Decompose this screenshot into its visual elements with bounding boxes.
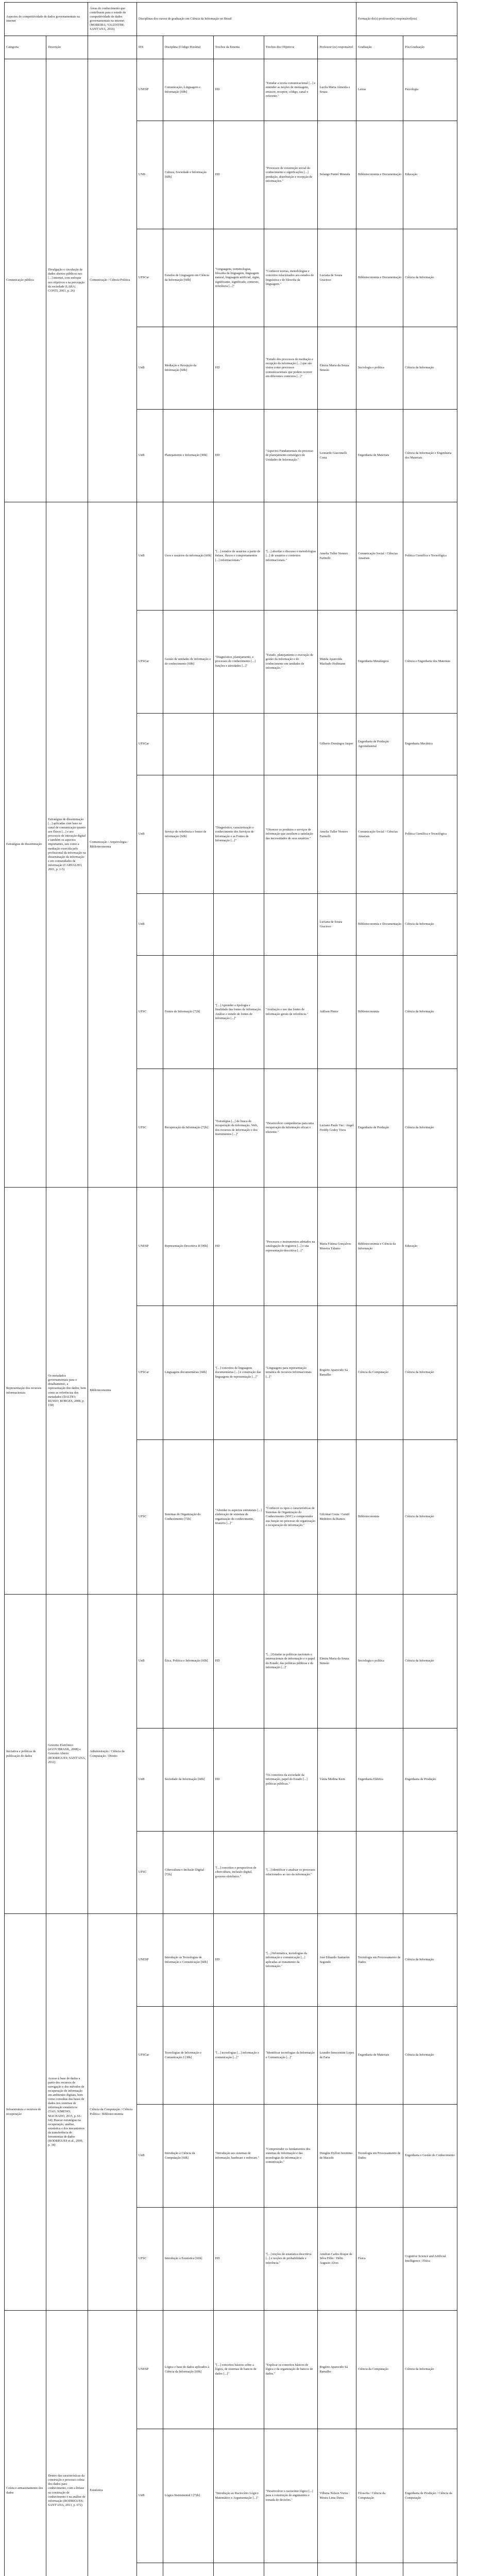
professor-cell: Solange Puntel Mostafa [318,121,356,229]
header-ies: IES [137,36,163,59]
area-cell: Estatística [88,2311,137,2576]
graduation-cell: Biblioteconomia e Documentação [356,121,403,229]
ies-cell: UFSC [137,2208,163,2311]
professor-cell [318,2563,356,2576]
graduation-cell: Biblioteconomia e Documentação [356,229,403,327]
area-cell: Comunicação / Arquivologia / Biblioteconomia [88,502,137,1188]
header-postgrad: Pós-Graduação [403,36,457,59]
professor-cell: Vânia Medina Kern [318,1728,356,1832]
postgrad-cell: Ciência da Informação [403,2007,457,2105]
objectives-cell [264,714,318,775]
postgrad-cell: Ciência da Informação [403,956,457,1069]
ementa-cell: "Diagnóstico, planejamento, e processos do conhecimento [...] funções e atividades [...]" [213,611,264,714]
discipline-cell: Cibercultura e Inclusão Digital [72h] [163,1832,213,1914]
ies-cell: UFSCar [137,611,163,714]
objectives-cell: "[...] abordar o discurso e metodologias [...] de usuários e contextos informacionais." [264,502,318,611]
graduation-cell [356,1832,403,1914]
postgrad-cell: Ciência da Informação [403,229,457,327]
ies-cell [137,2563,163,2576]
ies-cell: UFSCar [137,714,163,775]
description-cell: Dentro das características da construção e processo coleta dos dados para conhecimento, com a ênfase na construção de conhecimento e na análise de informação (RODRIGUES; SANT'ANA, 2013, p. 672) [46,2311,88,2576]
objectives-cell: "Processos e instrumentos adotados na catalogação de registros [...] e sua representação descritiva [...]" [264,1188,318,1306]
objectives-cell: "Processos de construção social do conhecimento e significações [...] produção, distribuição e recepção de informações." [264,121,318,229]
professor-cell: Adilson Pintor [318,956,356,1069]
discipline-cell: Comunicação, Linguagem e Informação [60h] [163,59,213,121]
description-cell: Os metadados governamentais para o detalhamento, a representação dos dados, bem como as referências dos metadados (DALTIO; RUSSO; BORGES, 2008, p. 158) [46,1188,88,1595]
category-cell: Comunicação pública [5,59,46,502]
table-row [5,2311,457,2429]
postgrad-cell: Educação [403,1188,457,1306]
objectives-cell: "[...] Informática, tecnologias da informação e comunicação [...] aplicadas ao tratamento da informação." [264,1914,318,2007]
header-aspects: Aspectos de competitividade de dados governamentais na internet [5,3,88,36]
ies-cell: UNESP [137,2311,163,2429]
graduation-cell: Engenharia de Materiais [356,410,403,502]
discipline-cell: Introdução às Tecnologias de Informação e Comunicação [60h] [163,1914,213,2007]
objectives-cell: "Os conceitos da sociedade da informação, papel do Estado [...] políticas públicas." [264,1728,318,1832]
postgrad-cell: Ciência da Informação [403,1914,457,2007]
discipline-cell [163,2563,213,2576]
category-cell: Representação dos recursos informacionais [5,1188,46,1595]
postgrad-cell: Psicologia [403,59,457,121]
professor-cell: José Eduardo Santarém Segundo [318,1914,356,2007]
professor-cell: Douglas Dyllon Jeronimo de Macedo [318,2105,356,2208]
graduation-cell: Filosofia / Ciência da Computação [356,2429,403,2563]
discipline-cell: Sociedade da Informação [60h] [163,1728,213,1832]
discipline-cell: Estudos de Linguagem em Ciência da Informação [60h] [163,229,213,327]
graduation-cell: Biblioteconomia [356,956,403,1069]
professor-cell: Gilcimar Costa / Gentil Medeiros da Ramos [318,1440,356,1595]
objectives-cell: "Conhecer os tipos e características de Sistemas de Organização do Conhecimento (SOC) e compreender sua função no processo de organização e recuperação de informação." [264,1440,318,1595]
area-cell: Comunicação / Ciência Política [88,59,137,502]
discipline-cell [163,714,213,775]
ementa-cell: "Diagnóstico, caracterização e conhecimento dos Serviços de Informação e as Fontes de Informação [...]" [213,775,264,894]
objectives-cell: "Avaliação e uso das fontes de informação gerais de referência." [264,956,318,1069]
document-page [0,2,477,2576]
ementa-cell: "Introdução aos sistemas de informação, hardware e software." [213,2105,264,2208]
ementa-cell: HD [213,1728,264,1832]
header-disciplines: Disciplinas dos cursos de graduação em Ciência da Informação no Brasil [137,3,356,36]
discipline-cell: Mediação e Recepção da Informação [60h] [163,327,213,410]
ies-cell: UnB [137,775,163,894]
discipline-cell: Usos e usuários da informação [60h] [163,502,213,611]
postgrad-cell: Engenharia e Gestão do Conhecimento [403,2105,457,2208]
professor-cell: Amelia Tuller Nonoro Farinelli [318,775,356,894]
graduation-cell: Biblioteconomia e Documentação [356,894,403,956]
postgrad-cell: Engenharia de Produção [403,1728,457,1832]
postgrad-cell [403,2563,457,2576]
discipline-cell: Lógica e base de dados aplicados à Ciência da Informação [60h] [163,2311,213,2429]
table-row [5,1914,457,2007]
discipline-cell: Gestão de unidades de informação e do conhecimento [60h] [163,611,213,714]
professor-cell: Amilton Carlos Roque de Silva Filho / Hélio Augusto Alves [318,2208,356,2311]
ies-cell: UnB [137,2105,163,2208]
category-cell: Coleta e armazenamento dos dados [5,2311,46,2576]
discipline-cell: Planejamento e Informação [90h] [163,410,213,502]
ementa-cell: "[...] tecnologias [...] informação e comunicação [...]" [213,2007,264,2105]
objectives-cell: "[...] noções de estatística descritiva [...] e noções de probabilidade e inferência." [264,2208,318,2311]
objectives-cell [264,2563,318,2576]
graduation-cell: Engenharia Metalúrgica [356,611,403,714]
header-area-blank [88,36,137,59]
graduation-cell: Engenharia Elétrica [356,1728,403,1832]
category-cell: Iniciativa e políticas de publicação de dados [5,1595,46,1914]
ementa-cell: "[...] conceitos e perspectivas de cibercultura, inclusão digital, governo eletrônico." [213,1832,264,1914]
description-cell: Governo Eletrônico (eGOV/BRASIL, 2008) e Governo Aberto (RODRIGUES; SANT'ANA, 2012) [46,1595,88,1914]
graduation-cell: Tecnologia em Processamento de Dados [356,2105,403,2208]
discipline-cell: Recuperação da Informação [72h] [163,1069,213,1188]
graduation-cell: Sociologia e política [356,1595,403,1728]
ementa-cell [213,2563,264,2576]
professor-cell: Amelia Tuller Nonoro Farinelli [318,502,356,611]
professor-cell: Vilhena Nelson Vieira / Moura Lima Dutra [318,2429,356,2563]
ies-cell: UnB [137,1728,163,1832]
discipline-cell: Ética, Política e Informação [60h] [163,1595,213,1728]
ementa-cell [213,894,264,956]
professor-cell: Gilberto Domingos Jasper [318,714,356,775]
ies-cell: UNESP [137,1188,163,1306]
discipline-cell: Lógica Instrumental I [72h] [163,2429,213,2563]
ies-cell: UNB [137,121,163,229]
graduation-cell: Tecnologia em Processamento de Dados [356,1914,403,2007]
header-graduation: Graduação [356,36,403,59]
postgrad-cell: Ciência e Engenharia dos Materiais [403,611,457,714]
professor-cell: Elmira Maria da Souza Simeão [318,1595,356,1728]
ies-cell: UFSC [137,1832,163,1914]
postgrad-cell: Ciência da Informação [403,1440,457,1595]
table-row [5,59,457,121]
objectives-cell: "Compreender os fundamentos dos sistemas de informação e das tecnologias de informação e comunicação." [264,2105,318,2208]
area-cell: Biblioteconomia [88,1188,137,1595]
table-row [5,502,457,611]
professor-cell [318,1832,356,1914]
discipline-cell: Representação Descritiva II [90h] [163,1188,213,1306]
ies-cell: UFSCar [137,1306,163,1440]
objectives-cell: "Conhecer teorias, metodologias e conceitos relacionados aos estudos de linguística e de filosofia da linguagem." [264,229,318,327]
ementa-cell: "Abordar os aspectos estruturais [...] elaboração de sistemas de organização do conhecimento, tesauros [...]" [213,1440,264,1595]
discipline-cell: Cultura, Sociedade e Informação [60h] [163,121,213,229]
graduation-cell: Comunicação Social / Ciências Atuariais [356,502,403,611]
description-cell: Estratégias de disseminação [...] aplicadas com base no canal de comunicação quanto aos fluxos [...] e aos processos de interação digital e também os aspectos importantes, tais como a mediação exercida pelo profissional da informação na disseminação da informação e em comunidades de informação (CARVALHO, 2001, p. 1-5) [46,502,88,1188]
ies-cell: UFSC [137,956,163,1069]
postgrad-cell: Engenharia de Produção / Ciência da Computação [403,2429,457,2563]
category-cell: Estratégias de disseminação [5,502,46,1188]
graduation-cell: Sociologia e política [356,327,403,410]
postgrad-cell: Ciência da Informação e Engenharia dos Materiais [403,410,457,502]
graduation-cell: Biblioteconomia e Ciência da Informação [356,1188,403,1306]
ies-cell: UFSC [137,1069,163,1188]
ies-cell: UNESP [137,59,163,121]
ies-cell: UFSCar [137,2007,163,2105]
ies-cell: UFSC [137,1440,163,1595]
ementa-cell: HD [213,1914,264,2007]
header-areas: Áreas do conhecimento que contribuem para o estudo de competitividade de dados governamentais na internet (MOREIRA; VALENTIM; SANT'ANA, 2016) [88,3,137,36]
header-training: Formação do(s) professor(es) responsável(eis) [356,3,457,36]
objectives-cell: "Aspectos Fundamentais do processo de planejamento estratégico de Unidades de Informação." [264,410,318,502]
ies-cell: UFSCar [137,229,163,327]
ementa-cell: HD [213,121,264,229]
competitiveness-table [4,2,457,2576]
ies-cell: UnB [137,894,163,956]
ementa-cell: HD [213,59,264,121]
ementa-cell: HD [213,410,264,502]
postgrad-cell: Engenharia Mecânica [403,714,457,775]
objectives-cell [264,894,318,956]
professor-cell: Lucila Maria Almeida e Souza [318,59,356,121]
postgrad-cell: Ciência da Informação [403,1069,457,1188]
ies-cell: UnB [137,502,163,611]
ementa-cell [213,714,264,775]
discipline-cell: Serviço de referência e fontes de informação [60h] [163,775,213,894]
graduation-cell: Comunicação Social / Ciências Atuariais [356,775,403,894]
postgrad-cell: Ciência da Informação [403,1595,457,1728]
graduation-cell: Biblioteconomia [356,1440,403,1595]
objectives-cell: "Estudo dos processos de mediação e recepção da informação [...] que são vistos como processos comunicacionais que podem ocorrer em diferentes contextos [...]" [264,327,318,410]
professor-cell: Elmira Maria da Souza Simeão [318,327,356,410]
graduation-cell: Letras [356,59,403,121]
postgrad-cell: Educação [403,121,457,229]
professor-cell: Leonardo Giacomelli Costa [318,410,356,502]
postgrad-cell: Ciência da Informação [403,327,457,410]
ies-cell: UnB [137,327,163,410]
ementa-cell: "[...] estudos de usuários a partir de ênfase, fluxos e comportamentos [...] informacionais." [213,502,264,611]
objectives-cell: "Desenvolver o raciocínio lógico [...] para a construção de argumentos e tomada de decisões." [264,2429,318,2563]
postgrad-cell [403,1832,457,1914]
postgrad-cell: Política Científica e Tecnológica [403,502,457,611]
ies-cell: UnB [137,1595,163,1728]
header-objectives: Trechos dos Objetivos [264,36,318,59]
objectives-cell: "Desenvolver competências para uma recuperação da informação eficaz e eficiente." [264,1069,318,1188]
objectives-cell: "Explicar os conceitos básicos de lógica e da organização de bancos de dados." [264,2311,318,2429]
discipline-cell: Introdução à Estatística [60h] [163,2208,213,2311]
objectives-cell: "Estudar a teoria comunicacional [...] e entender as noções de mensagem, emissor, receptor, código, canal e referente." [264,59,318,121]
discipline-cell: Introdução à Ciência da Computação [60h] [163,2105,213,2208]
header-description: Descrição [46,36,88,59]
ementa-cell: "[...] Aprender a tipologia e finalidade das fontes de informação. Análise e estudo de fontes de informação [...]" [213,956,264,1069]
professor-cell: Leandro Innocentini Lopes de Faria [318,2007,356,2105]
graduation-cell: Engenharia de Produção Agroindustrial [356,714,403,775]
discipline-cell: Fontes de Informação [72h] [163,956,213,1069]
graduation-cell: Engenharia de Materiais [356,2007,403,2105]
ementa-cell: "Estratégias [...] de busca de recuperação da informação. Web, dos recursos de informação e dos instrumentos [...]" [213,1069,264,1188]
postgrad-cell: Cognitive Science and Artificial Intelligence / Física [403,2208,457,2311]
graduation-cell: Ciência da Computação [356,2311,403,2429]
professor-cell: Rogério Aparecido Sá Ramalho [318,2311,356,2429]
objectives-cell: "[...] identificar e analisar os processos relacionados ao uso da informação." [264,1832,318,1914]
ementa-cell: "Linguagens, terminologias, filosofia da linguagem, linguagem natural, linguagem artificial, signo, significante, significado, contexto, referência [...]" [213,229,264,327]
header-discipline: Disciplina (Código Horária) [163,36,213,59]
discipline-cell: Linguagens documentárias [60h] [163,1306,213,1440]
ies-cell: UnB [137,2429,163,2563]
area-cell: Ciência da Computação / Ciência Política / Biblioteconomia [88,1914,137,2311]
ementa-cell: "[...] conceitos básicos sobre a lógica, de sistemas de bancos de dados [...]" [213,2311,264,2429]
header-ementa: Trechos da Ementa [213,36,264,59]
postgrad-cell: Ciência da Informação [403,1306,457,1440]
area-cell: Administração / Ciência da Computação / Direito [88,1595,137,1914]
table-row [5,1595,457,1728]
graduation-cell [356,2563,403,2576]
objectives-cell: "Linguagens para representação temática de recursos informacionais [...]" [264,1306,318,1440]
header-professor: Professor (es) responsável [318,36,356,59]
graduation-cell: Física [356,2208,403,2311]
objectives-cell: "[...] Estudar as políticas nacionais e internacionais de informação e o papel do Estado, das políticas públicas e da informação [...]" [264,1595,318,1728]
professor-cell: Luciana de Souza Gracioso [318,229,356,327]
postgrad-cell: Ciência da Informação [403,2311,457,2429]
graduation-cell: Ciência da Computação [356,1306,403,1440]
description-cell: Acesso à base de dados a partir dos recursos de navegação e dos métodos de recuperação de informação em ambientes digitais, bem como consultas das bases de dados nos sistemas de informação estatísticos (TAO; XIMENO; MACHADO, 2015, p. 61-64); Buscar estratégias na recuperação, análise, estatística e dos mecanismos da transferência de ferramentas de dados (RODRIGUES et al., 2009, p. 34) [46,1914,88,2311]
graduation-cell: Engenharia de Produção [356,1069,403,1188]
postgrad-cell: Política Científica e Tecnológica [403,775,457,894]
postgrad-cell: Ciência da Informação [403,894,457,956]
ies-cell: UNESP [137,1914,163,2007]
objectives-cell: "Estudo, planejamento e execução de gestão da informação e do conhecimento em unidades de informação." [264,611,318,714]
header-category: Categoria [5,36,46,59]
ementa-cell: HD [213,1188,264,1306]
professor-cell: Wanda Aparecida Machado Hoffmann [318,611,356,714]
ementa-cell: "[...] conceitos de linguagens documentárias [...] e construção das linguagens de representação [...]" [213,1306,264,1440]
professor-cell: Luciana de Souza Gracioso [318,894,356,956]
ementa-cell: "Introdução ao Raciocínio Lógico Matemático e Argumentação [...]" [213,2429,264,2563]
discipline-cell [163,894,213,956]
ementa-cell: HD [213,1595,264,1728]
professor-cell: Maria Fátima Gonçalves Moreira Tálamo [318,1188,356,1306]
ementa-cell: HD [213,2208,264,2311]
description-cell: Divulgação e circulação de dados abertos públicos nos [...] internet, com enfoque nos objetivos e na percepção da sociedade (LARA; CONTI, 2003, p. 26) [46,59,88,502]
discipline-cell: Tecnologias de Informação e Comunicação I [30h] [163,2007,213,2105]
objectives-cell: "Identificar tecnologias da Informação e Comunicação [...]" [264,2007,318,2105]
category-cell: Infraestrutura e recursos de recuperação [5,1914,46,2311]
table-row [5,1188,457,1306]
ies-cell: UnB [137,410,163,502]
objectives-cell: "Oferecer os produtos e serviços de informação que auxiliem a satisfação das necessidades de seus usuários." [264,775,318,894]
ementa-cell: HD [213,327,264,410]
professor-cell: Rogério Aparecido Sá Ramalho [318,1306,356,1440]
discipline-cell: Sistemas de Organização do Conhecimento [72h] [163,1440,213,1595]
professor-cell: Luciano Paulo Vaz / Angel Freddy Godoy Viera [318,1069,356,1188]
